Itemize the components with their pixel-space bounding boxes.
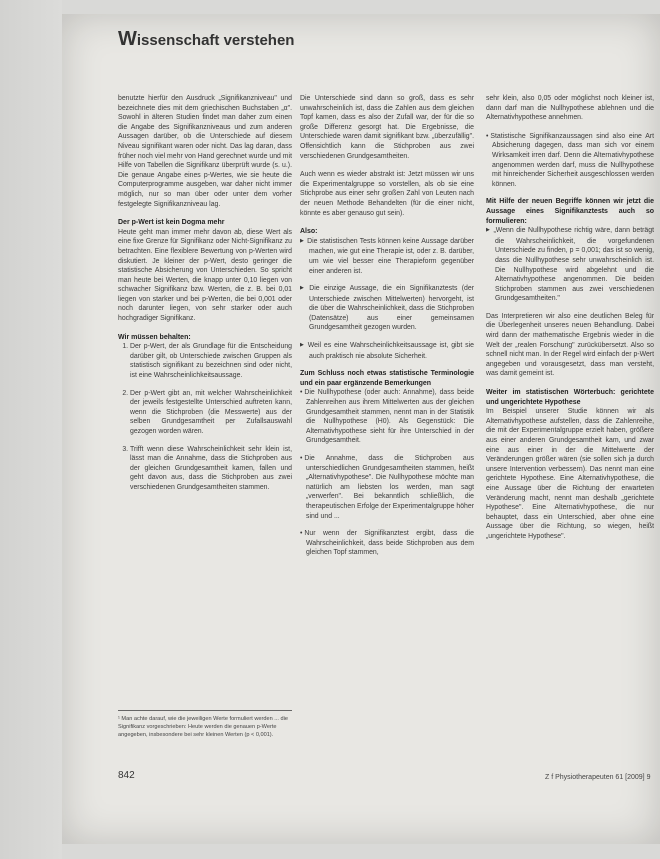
section-heading: Der p-Wert ist kein Dogma mehr: [118, 219, 225, 227]
paragraph: benutzte hierfür den Ausdruck „Signifikanzniveau" und bezeichnete dies mit dem griechischen Buchstaben „α". Sowohl in älteren Studien findet man daher zum einen die Angabe des Signifikanzniveaus und zum anderen Aussagen darüber, ob die Unterschiede auf diesem Niveau signifikant waren oder nicht. Das lag daran, dass früher noch viel mehr von Hand gerechnet wurde und mit Hilfe von Tabellen die Signifikanz überprüft wurde (s. u.). Die genaue Angabe eines p-Wertes, wie sie heute die Computerprogramme ausgeben, war daher nicht immer möglich, nur so man über oder unter dem vorher festgelegte Signifikanzniveau lag.: [118, 95, 292, 208]
section-heading: Zum Schluss noch etwas statistische Terminologie und ein paar ergänzende Bemerkungen: [300, 370, 474, 387]
journal-footer: Z f Physiotherapeuten 61 [2009] 9: [545, 774, 651, 781]
page-title: Wissenschaft verstehen: [118, 28, 295, 50]
list-item: ▶ Weil es eine Wahrscheinlichkeitsaussage ist, gibt sie auch praktisch nie absolute Sicherheit.: [309, 341, 474, 361]
paragraph: Auch wenn es wieder abstrakt ist: Jetzt müssen wir uns die Experimentalgruppe so vorstellen, als ob sie eine Stichprobe aus einer sehr großen Zahl von Leuten nach der neuen Methode Behandelten (für die einer nicht, könnte es aber genauso gut sein).: [300, 171, 474, 217]
numbered-list: [118, 342, 292, 492]
section-heading: Mit Hilfe der neuen Begriffe können wir jetzt die Aussage eines Signifikanztests auch so formulieren:: [486, 198, 654, 225]
paragraph: Heute geht man immer mehr davon ab, diese Wert als eine fixe Grenze für Signifikanz oder Nicht-Signifikanz zu betrachten. Eine flexiblere Bewertung von p-Werten wird diskutiert. Je kleiner der p-Wert, desto geringer die statistische Absicherung von Unterschieden. So spricht man heute bei Werten, die knapp unter 0,10 liegen von schwacher Signifikanz bzw. Werten, die z. B. bei 0,01 liegen von starker und bei p-Werten, die bei 0,001 oder noch darunter liegen, von sehr starker oder auch hochgradiger Signifikanz.: [118, 228, 292, 323]
list-item: • Statistische Signifikanzaussagen sind also eine Art Absicherung dagegen, dass man sich vor einem Wirksamkeit irren darf. Denn die Alternativhypothese angenommen werden darf, muss die Nullhypothese mit hinreichender Sicherheit ausgeschlossen werden können.: [492, 132, 654, 190]
list-item: 1. Der p-Wert, der als Grundlage für die Entscheidung darüber gilt, ob Unterschiede zwischen Gruppen als statistisch signifikant zu bezeichnen sind oder nicht, ist eine Wahrscheinlichkeitsaussage.: [130, 342, 292, 380]
page-number: 842: [118, 770, 135, 781]
paragraph: Im Beispiel unserer Studie können wir als Alternativhypothese aufstellen, dass die Zahlenreihe, die mit der Experimentalgruppe erzielt haben, größere aus einer anderen Grundgesamtheit kam, und zwar eine aus einer in der die Mittelwerte der Veränderungen größer wären (sie sollen sich ja durch unsere Intervention verbessern). Das nennt man eine gerichtete Hypothese. Eine Alternativhypothese, die eine Aussage über die Richtung der erwarteten Veränderung macht, nennt man deshalb „gerichtete Hypothese". Eine Alternativhypothese, die nur behauptet, dass ein Unterschied, aber ohne eine Aussage über die Richtung, so wiegen, heißt „ungerichtete Hypothese".: [486, 408, 654, 540]
column-right: [486, 94, 654, 551]
list-item: • Nur wenn der Signifikanztest ergibt, dass die Wahrscheinlichkeit, dass beide Stichproben aus dem gleichen Topf stammen,: [306, 529, 474, 558]
list-item: ▶ Die einzige Aussage, die ein Signifikanztests (der Unterschiede zwischen Mittelwerten) hervorgeht, ist die über die Wahrscheinlichkeit, dass die Stichproben (Datensätze) aus einer gemeinsamen Grundgesamtheit gezogen wurden.: [309, 284, 474, 333]
paragraph: Das Interpretieren wir also eine deutlichen Beleg für die Überlegenheit unseres neuen Behandlung. Dabei wird dann der mathematische Ergebnis wieder in die Welt der „realen Forschung" zurückübersetzt. Also so schnell nicht man. In der Regel wird einfach der p-Wert angegeben und vorausgesetzt, dass man versteht, was damit gemeint ist.: [486, 312, 654, 378]
bullet-list: [300, 388, 474, 558]
list-item: • Die Annahme, dass die Stichproben aus unterschiedlichen Grundgesamtheiten stammen, heißt „Alternativhypothese". Die Nullhypothese möchte man natürlich am liebsten los werden, man sagt „verwerfen". Bei bekanntlich schließlich, die therapeutischen Erfolge der Experimentalgruppe höher sind und ...: [306, 454, 474, 521]
section-heading: Wir müssen behalten:: [118, 333, 191, 341]
arrow-list: [486, 226, 654, 304]
footnote: ¹ Man achte darauf, wie die jeweiligen Werte formuliert werden ... die Signifikanz vorgeschrieben: Heute werden die genauen p-Werte angegeben, insbesondere bei sehr kleinen Werten (p < 0,001).: [118, 710, 292, 739]
column-middle: [300, 94, 474, 566]
section-heading: Also:: [300, 228, 318, 236]
section-heading: Weiter im statistischen Wörterbuch: gerichtete und ungerichtete Hypothese: [486, 389, 654, 406]
arrow-list: [300, 237, 474, 362]
column-left: [118, 94, 292, 501]
list-item: • Die Nullhypothese (oder auch: Annahme), dass beide Zahlenreihen aus ihrem Mittelwerten aus der gleichen Grundgesamtheit stammen, nennt man in der Statistik die Nullhypothese (H0). Als Gegenstück: Die Alternativhypothese sieht für ihre Unterschied in der Grundgesamtheit.: [306, 388, 474, 446]
list-item: 3. Trifft wenn diese Wahrscheinlichkeit sehr klein ist, lässt man die Annahme, dass die Stichproben aus der gleichen Grundgesamtheit kamen, fallen und geht davon aus, dass die Stichproben aus zwei verschiedenen Grundgesamtheiten stammen.: [130, 445, 292, 493]
list-item: ▶ „Wenn die Nullhypothese richtig wäre, dann beträgt die Wahrscheinlichkeit, die vorgefundenen Unterschiede zu finden, p = 0,001; das ist so wenig, dass die Nullhypothese sehr unwahrscheinlich ist. Die Nullhypothese wird abgelehnt und die Alternativhypothese angenommen. Die beiden Stichproben stammen aus zwei verschiedenen Grundgesamtheiten.": [495, 226, 654, 304]
scan-margin: [0, 0, 62, 859]
paragraph: Die Unterschiede sind dann so groß, dass es sehr unwahrscheinlich ist, dass die Zahlen aus dem gleichen Topf kamen, dass es also der Zufall war, der für die so große Differenz gesorgt hat. Die Ergebnisse, die Unterschiede waren damit signifikant bzw. „überzufällig". Offensichtlich kann die Stichproben aus zwei verschiedenen Grundgesamtheiten.: [300, 95, 474, 160]
list-item: ▶ Die statistischen Tests können keine Aussage darüber machen, wie gut eine Therapie ist, oder z. B. darüber, um wie viel besser eine Therapieform gegenüber einer anderen ist.: [309, 237, 474, 276]
bullet-list: [486, 132, 654, 190]
list-item: 2. Der p-Wert gibt an, mit welcher Wahrscheinlichkeit der jeweils festgestellte Unterschied auftreten kann, wenn die Stichproben (die Messwerte) aus der selben Grundgesamtheit per Zufallsauswahl gezogen worden wären.: [130, 389, 292, 437]
paragraph: sehr klein, also 0,05 oder möglichst noch kleiner ist, dann darf man die Nullhypothese ablehnen und die Alternativhypothese annehmen.: [486, 95, 654, 122]
